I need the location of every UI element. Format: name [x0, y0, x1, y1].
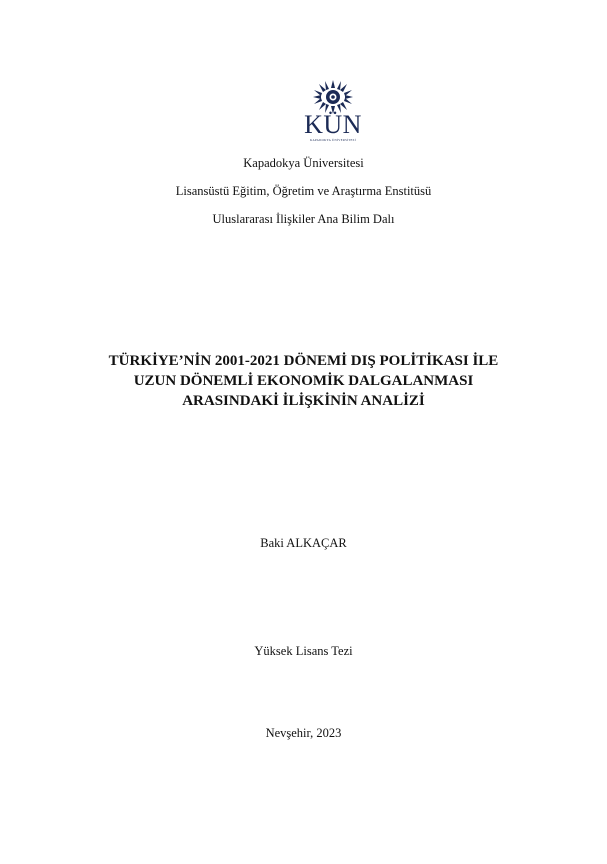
university-logo-subtitle: KAPADOKYA ÜNİVERSİTESİ	[310, 138, 356, 142]
thesis-type: Yüksek Lisans Tezi	[254, 644, 353, 658]
place-and-date: Nevşehir, 2023	[265, 726, 342, 740]
department-name: Uluslararası İlişkiler Ana Bilim Dalı	[212, 212, 395, 226]
thesis-title-line-2: UZUN DÖNEMLİ EKONOMİK DALGALANMASI	[133, 373, 474, 389]
thesis-title-line-3: ARASINDAKİ İLİŞKİNİN ANALİZİ	[182, 393, 425, 409]
institute-name: Lisansüstü Eğitim, Öğretim ve Araştırma Enstitüsü	[175, 184, 432, 198]
university-logo-wordmark: KÜN	[304, 110, 362, 139]
sunburst-logo-icon	[313, 80, 353, 114]
thesis-title-line-1: TÜRKİYE’NİN 2001-2021 DÖNEMİ DIŞ POLİTİKASI İLE	[108, 353, 499, 369]
university-name: Kapadokya Üniversitesi	[243, 156, 364, 170]
author-name: Baki ALKAÇAR	[260, 536, 347, 550]
